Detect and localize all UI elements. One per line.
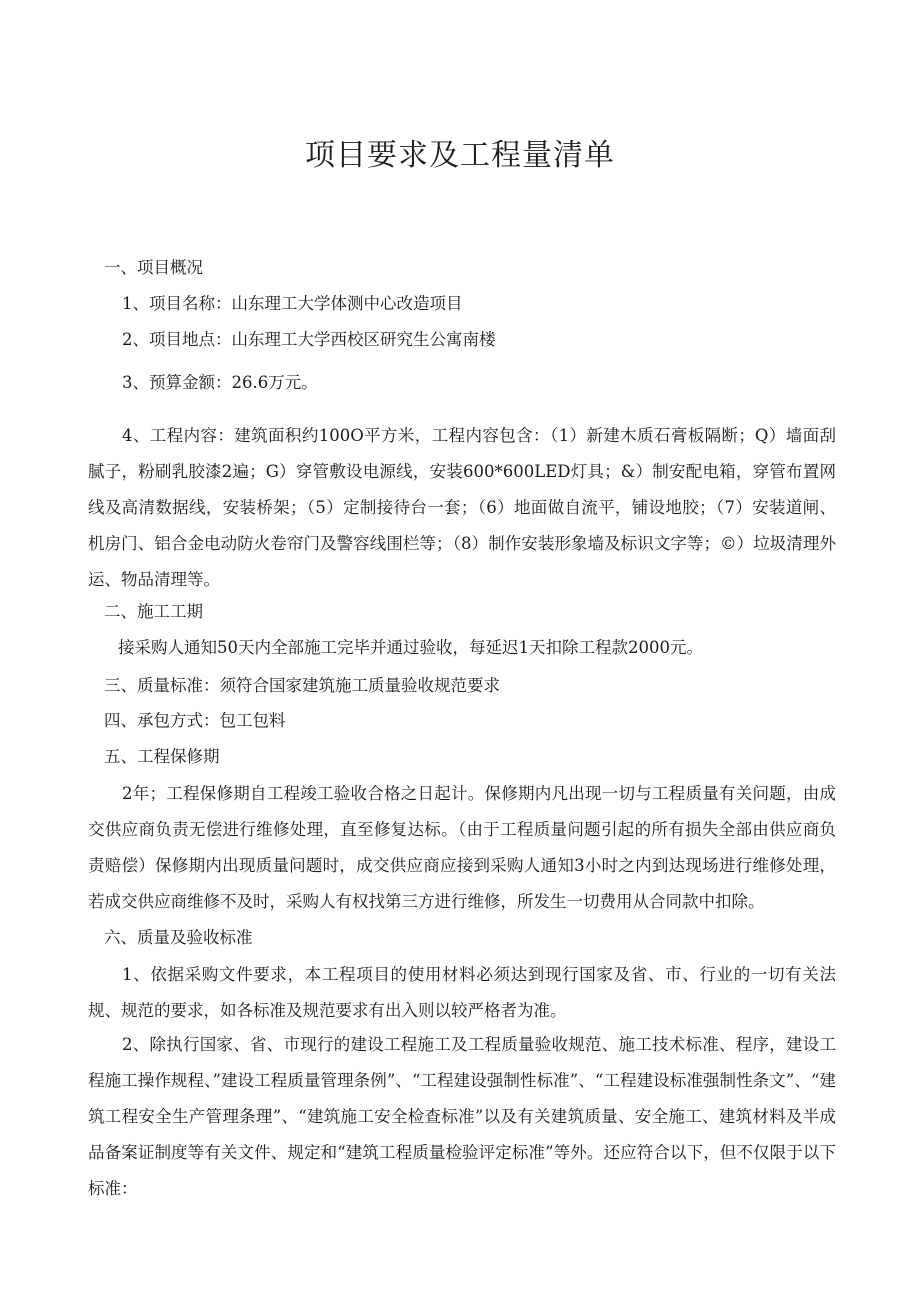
acceptance-item-1: 1、依据采购文件要求，本工程项目的使用材料必须达到现行国家及省、市、行业的一切有关法规、规范的要求，如各标准及规范要求有出入则以较严格者为准。	[88, 965, 836, 1020]
project-name: 1、项目名称：山东理工大学体测中心改造项目	[122, 294, 463, 313]
page-title: 项目要求及工程量清单	[305, 138, 615, 173]
quality-standard: 三、质量标准：须符合国家建筑施工质量验收规范要求	[104, 676, 500, 695]
section-heading-acceptance: 六、质量及验收标准	[104, 928, 253, 947]
budget-amount: 3、预算金额：26.6万元。	[122, 373, 318, 392]
schedule-text: 接采购人通知50天内全部施工完毕并通过验收，每延迟1天扣除工程款2000元。	[118, 638, 703, 657]
project-location: 2、项目地点：山东理工大学西校区研究生公寓南楼	[122, 330, 496, 349]
section-heading-warranty: 五、工程保修期	[104, 747, 220, 766]
section-heading-overview: 一、项目概况	[104, 258, 203, 277]
acceptance-item-2: 2、除执行国家、省、市现行的建设工程施工及工程质量验收规范、施工技术标准、程序，建设工程施工操作规程、”建设工程质量管理条例”、“工程建设强制性标准”、“工程建设标准强制性条文”、“建筑工程安全生产管理条理”、“建筑施工安全检查标准”以及有关建筑质量、安全施工、建筑材料及半成品备案证制度等有关文件、规定和“建筑工程质量检验评定标准”等外。还应符合以下，但不仅限于以下标准：	[88, 1035, 836, 1198]
warranty-text: 2年；工程保修期自工程竣工验收合格之日起计。保修期内凡出现一切与工程质量有关问题，由成交供应商负责无偿进行维修处理，直至修复达标。（由于工程质量问题引起的所有损失全部由供应商负责赔偿）保修期内出现质量问题时，成交供应商应接到采购人通知3小时之内到达现场进行维修处理，若成交供应商维修不及时，采购人有权找第三方进行维修，所发生一切费用从合同款中扣除。	[88, 784, 836, 911]
section-heading-schedule: 二、施工工期	[104, 602, 203, 621]
project-scope: 4、工程内容：建筑面积约100O平方米，工程内容包含：（1）新建木质石膏板隔断；Q）墙面刮腻子，粉刷乳胶漆2遍；G）穿管敷设电源线，安装600*600LED灯具；&）制安配电箱，穿管布置网线及高清数据线，安装桥架；（5）定制接待台一套；（6）地面做自流平，铺设地胶；（7）安装道闸、机房门、铝合金电动防火卷帘门及警容线围栏等；（8）制作安装形象墙及标识文字等；©）垃圾清理外运、物品清理等。	[88, 426, 836, 589]
contract-mode: 四、承包方式：包工包料	[104, 711, 286, 730]
